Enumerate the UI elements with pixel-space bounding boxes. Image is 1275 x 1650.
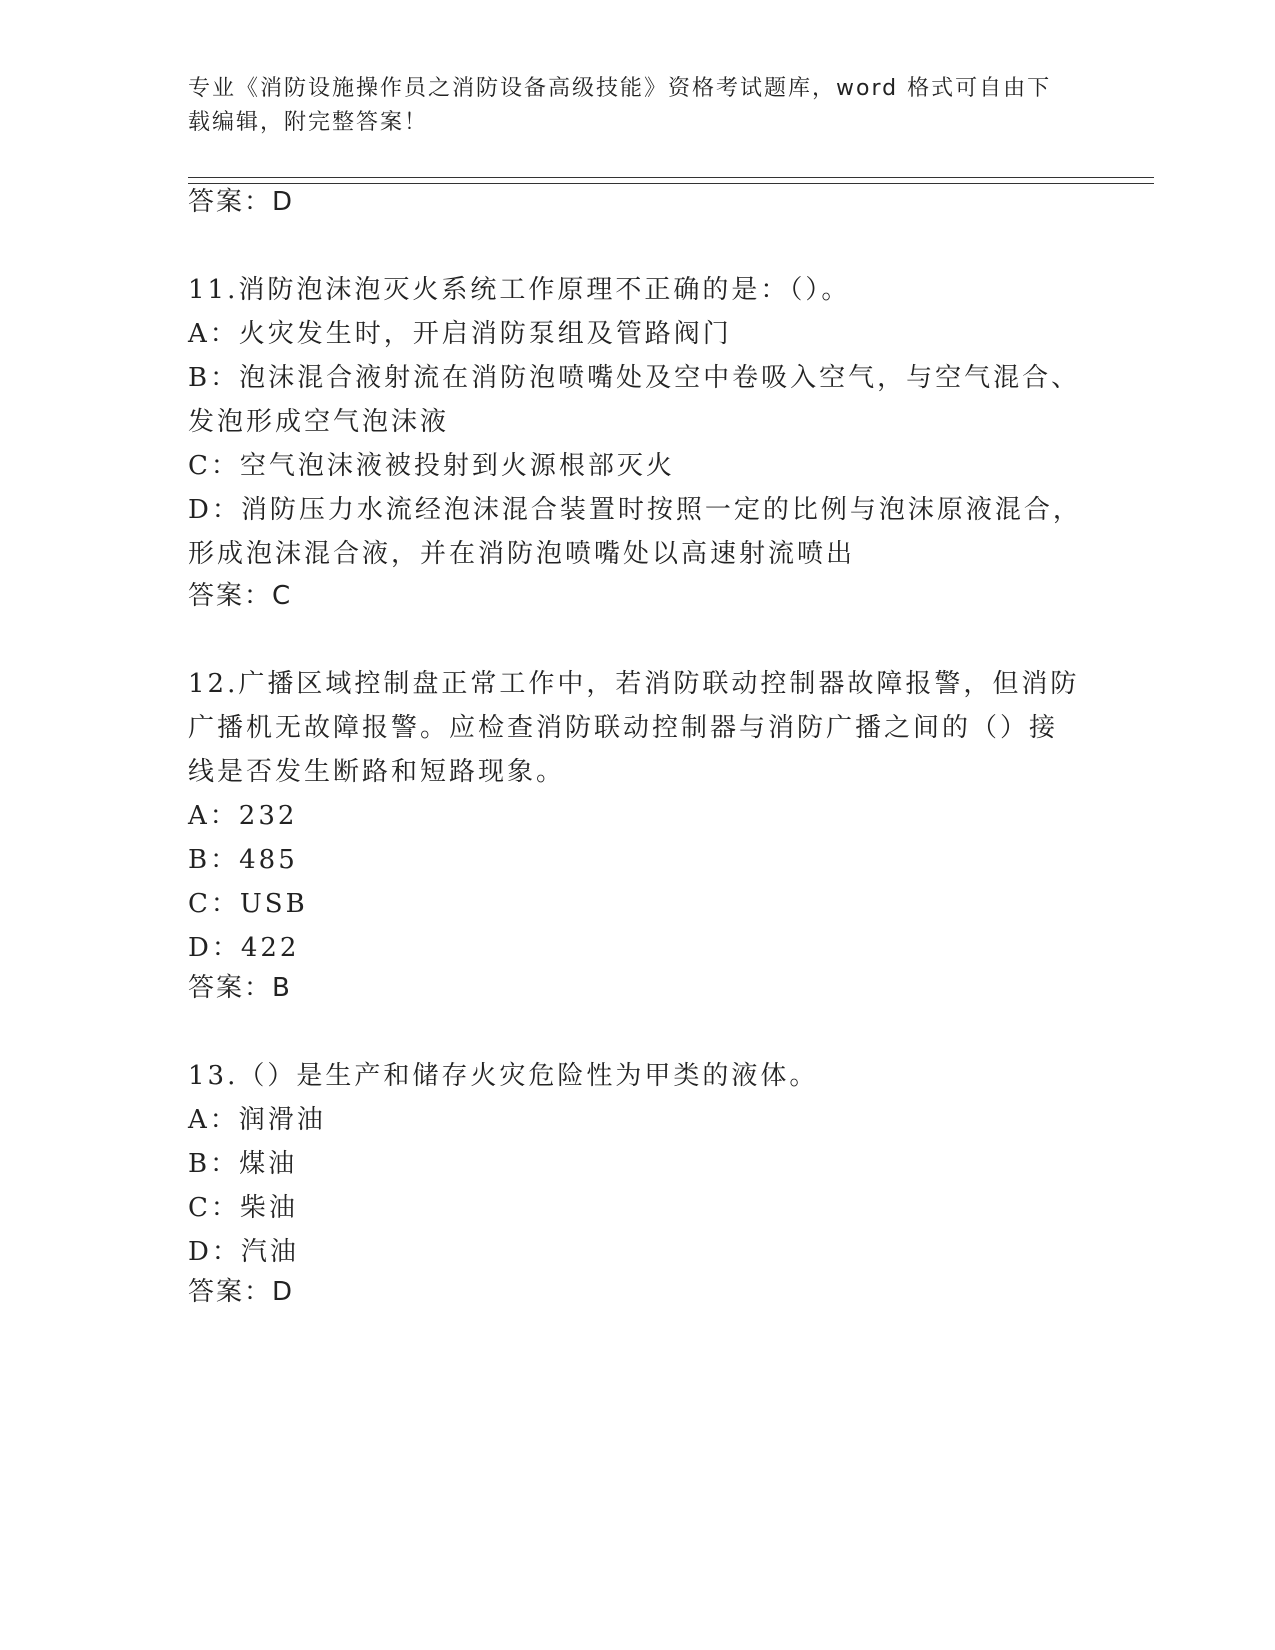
question-13-option-d: D：汽油 <box>188 1237 299 1267</box>
question-13-stem: 13.（）是生产和储存火灾危险性为甲类的液体。 <box>188 1061 819 1091</box>
question-12-option-c: C：USB <box>188 889 308 919</box>
header-line-1: 专业《消防设施操作员之消防设备高级技能》资格考试题库，word 格式可自由下 <box>188 76 1052 101</box>
question-11-option-d-cont: 形成泡沫混合液，并在消防泡喷嘴处以高速射流喷出 <box>188 539 856 569</box>
question-12-option-a: A：232 <box>188 801 298 831</box>
header-divider-bottom <box>188 183 1154 184</box>
question-12-stem-line-2: 广播机无故障报警。应检查消防联动控制器与消防广播之间的（）接 <box>188 713 1059 743</box>
question-11-option-d: D：消防压力水流经泡沫混合装置时按照一定的比例与泡沫原液混合， <box>188 495 1082 525</box>
question-12-stem-line-1: 12.广播区域控制盘正常工作中，若消防联动控制器故障报警，但消防 <box>188 669 1080 699</box>
question-11-stem: 11.消防泡沫泡灭火系统工作原理不正确的是：（）。 <box>188 275 851 305</box>
header-divider-top <box>188 177 1154 178</box>
question-11-option-c: C：空气泡沫液被投射到火源根部灭火 <box>188 451 675 481</box>
question-12-answer: 答案：B <box>188 973 292 1003</box>
header-line-2: 载编辑，附完整答案！ <box>188 110 429 135</box>
question-11-option-a: A：火灾发生时，开启消防泵组及管路阀门 <box>188 319 732 349</box>
question-13-option-c: C：柴油 <box>188 1193 298 1223</box>
question-12-option-d: D：422 <box>188 933 300 963</box>
question-11-option-b: B：泡沫混合液射流在消防泡喷嘴处及空中卷吸入空气，与空气混合、 <box>188 363 1081 393</box>
question-13-answer: 答案：D <box>188 1277 295 1307</box>
question-11-answer: 答案：C <box>188 581 293 611</box>
answer-previous: 答案：D <box>188 187 295 217</box>
question-11-option-b-cont: 发泡形成空气泡沫液 <box>188 407 450 437</box>
question-12-option-b: B：485 <box>188 845 298 875</box>
question-13-option-b: B：煤油 <box>188 1149 298 1179</box>
question-12-stem-line-3: 线是否发生断路和短路现象。 <box>188 757 566 787</box>
document-header <box>188 72 1088 140</box>
question-13-option-a: A：润滑油 <box>188 1105 326 1135</box>
